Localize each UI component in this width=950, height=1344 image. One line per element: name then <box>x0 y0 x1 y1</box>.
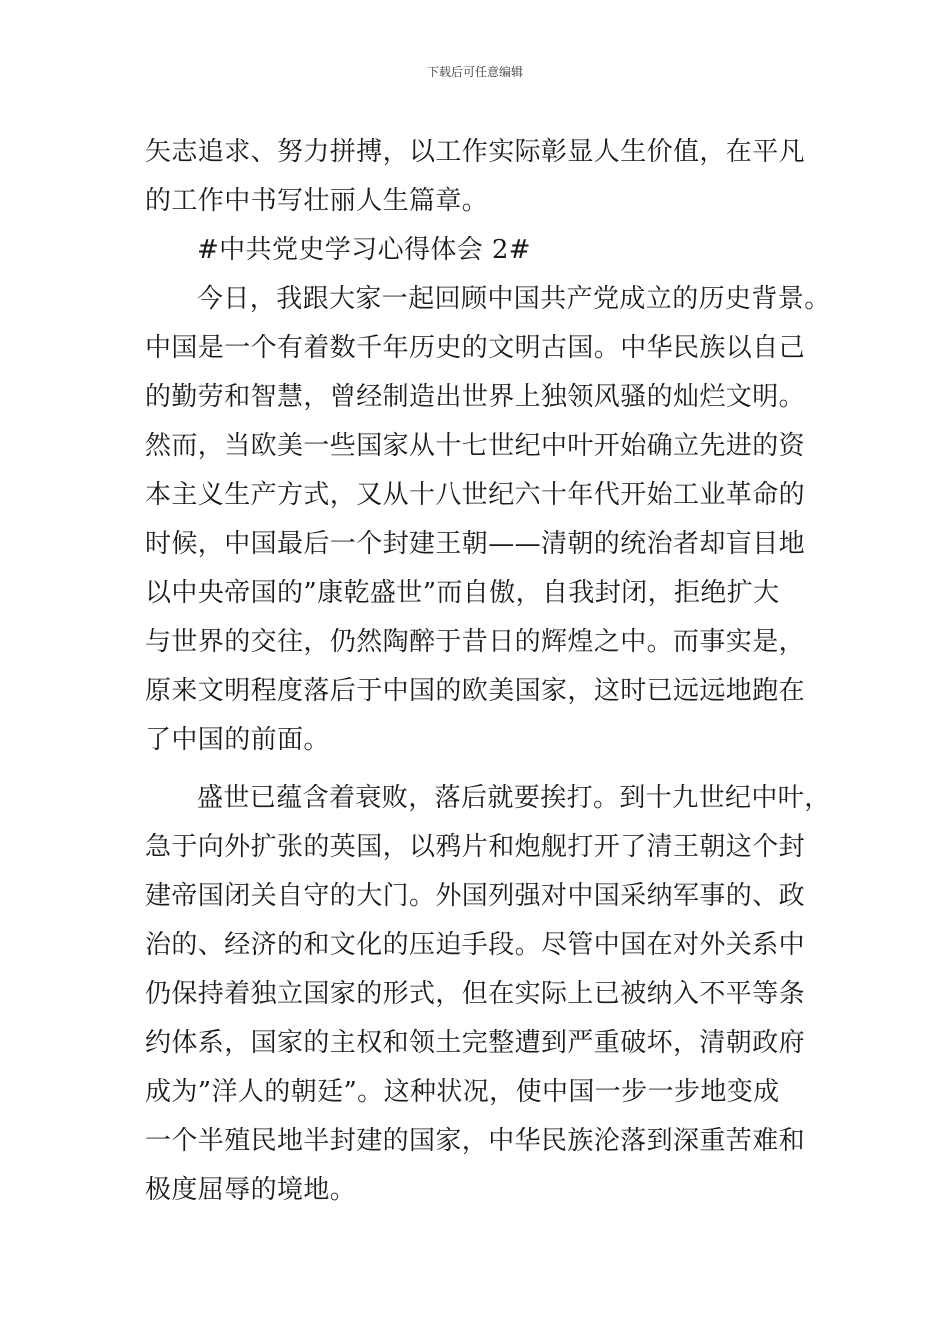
text-line: 以中央帝国的”康乾盛世”而自傲，自我封闭，拒绝扩大 <box>145 578 780 608</box>
section-heading: #中共党史学习心得体会 2# <box>197 235 531 265</box>
text-line: 建帝国闭关自守的大门。外国列强对中国采纳军事的、政 <box>145 881 806 911</box>
text-line: 治的、经济的和文化的压迫手段。尽管中国在对外关系中 <box>145 930 806 960</box>
page-header: 下载后可任意编辑 <box>426 65 523 79</box>
text-line: 一个半殖民地半封建的国家，中华民族沦落到深重苦难和 <box>145 1126 806 1156</box>
text-line: 矢志追求、努力拼搏，以工作实际彰显人生价值，在平凡 <box>145 137 806 167</box>
text-line: 本主义生产方式，又从十八世纪六十年代开始工业革命的 <box>145 480 806 510</box>
text-line: 仍保持着独立国家的形式，但在实际上已被纳入不平等条 <box>145 979 806 1009</box>
text-line: 的工作中书写壮丽人生篇章。 <box>145 186 489 216</box>
text-line: 中国是一个有着数千年历史的文明古国。中华民族以自己 <box>145 333 806 363</box>
document-body <box>145 128 831 1215</box>
paragraph-start: 今日，我跟大家一起回顾中国共产党成立的历史背景。 <box>197 284 831 314</box>
paragraph-start: 盛世已蕴含着衰败，落后就要挨打。到十九世纪中叶， <box>197 783 831 813</box>
text-line: 急于向外扩张的英国，以鸦片和炮舰打开了清王朝这个封 <box>145 832 806 862</box>
text-line: 的勤劳和智慧，曾经制造出世界上独领风骚的灿烂文明。 <box>145 382 806 412</box>
text-line: 极度屈辱的境地。 <box>145 1175 357 1205</box>
text-line: 与世界的交往，仍然陶醉于昔日的辉煌之中。而事实是， <box>145 627 806 657</box>
text-line: 原来文明程度落后于中国的欧美国家，这时已远远地跑在 <box>145 676 806 706</box>
text-line: 然而，当欧美一些国家从十七世纪中叶开始确立先进的资 <box>145 431 806 461</box>
text-line: 约体系，国家的主权和领土完整遭到严重破坏，清朝政府 <box>145 1028 806 1058</box>
text-line: 成为”洋人的朝廷”。这种状况，使中国一步一步地变成 <box>145 1077 780 1107</box>
text-line: 了中国的前面。 <box>145 725 330 755</box>
text-line: 时候，中国最后一个封建王朝——清朝的统治者却盲目地 <box>145 529 806 559</box>
